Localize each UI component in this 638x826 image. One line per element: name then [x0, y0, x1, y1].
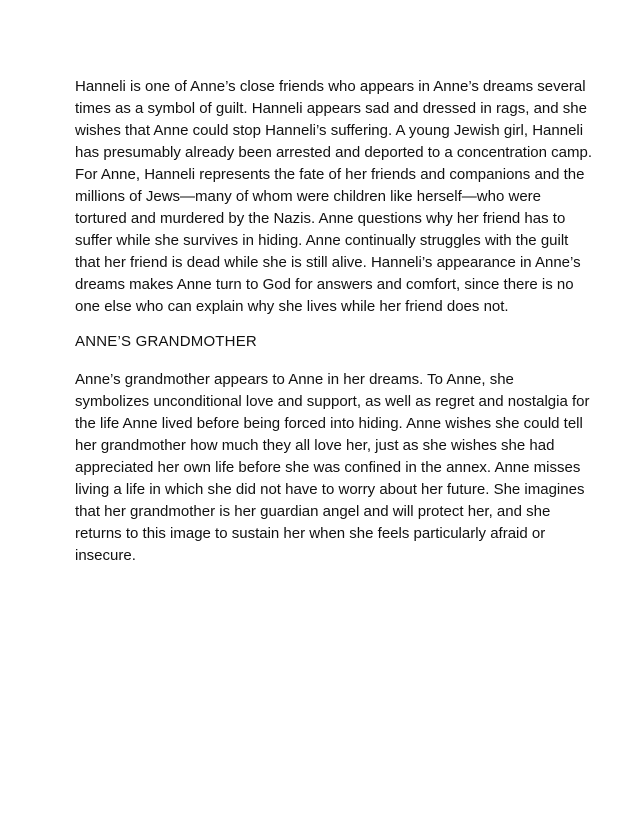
paragraph-line: Anne’s grandmother appears to Anne in her dreams. To Anne, she: [75, 371, 514, 388]
paragraph-line: has presumably already been arrested and deported to a concentration camp.: [75, 144, 592, 161]
paragraph-line: millions of Jews—many of whom were children like herself—who were: [75, 188, 542, 205]
paragraph-line: one else who can explain why she lives while her friend does not.: [75, 298, 509, 315]
paragraph-line: her grandmother how much they all love her, just as she wishes she had: [75, 437, 555, 454]
paragraph-line: wishes that Anne could stop Hanneli’s suffering. A young Jewish girl, Hanneli: [75, 122, 584, 139]
paragraph-line: For Anne, Hanneli represents the fate of her friends and companions and the: [75, 166, 585, 183]
paragraph-line: dreams makes Anne turn to God for answers and comfort, since there is no: [75, 276, 574, 293]
paragraph-line: living a life in which she did not have to worry about her future. She imagines: [75, 481, 585, 498]
paragraph-line: symbolizes unconditional love and support, as well as regret and nostalgia for: [75, 393, 590, 410]
paragraph-line: insecure.: [75, 547, 136, 564]
grandmother-paragraph: [75, 369, 590, 567]
paragraph-line: times as a symbol of guilt. Hanneli appears sad and dressed in rags, and she: [75, 100, 587, 117]
document-page: [75, 76, 592, 567]
paragraph-line: that her grandmother is her guardian angel and will protect her, and she: [75, 503, 551, 520]
paragraph-line: that her friend is dead while she is still alive. Hanneli’s appearance in Anne’s: [75, 254, 581, 271]
paragraph-line: suffer while she survives in hiding. Anne continually struggles with the guilt: [75, 232, 569, 249]
hanneli-paragraph: [75, 76, 592, 318]
paragraph-line: returns to this image to sustain her when she feels particularly afraid or: [75, 525, 546, 542]
paragraph-line: Hanneli is one of Anne’s close friends who appears in Anne’s dreams several: [75, 78, 586, 95]
paragraph-line: appreciated her own life before she was confined in the annex. Anne misses: [75, 459, 581, 476]
section-heading: ANNE’S GRANDMOTHER: [75, 333, 257, 350]
paragraph-line: the life Anne lived before being forced into hiding. Anne wishes she could tell: [75, 415, 583, 432]
paragraph-line: tortured and murdered by the Nazis. Anne questions why her friend has to: [75, 210, 566, 227]
